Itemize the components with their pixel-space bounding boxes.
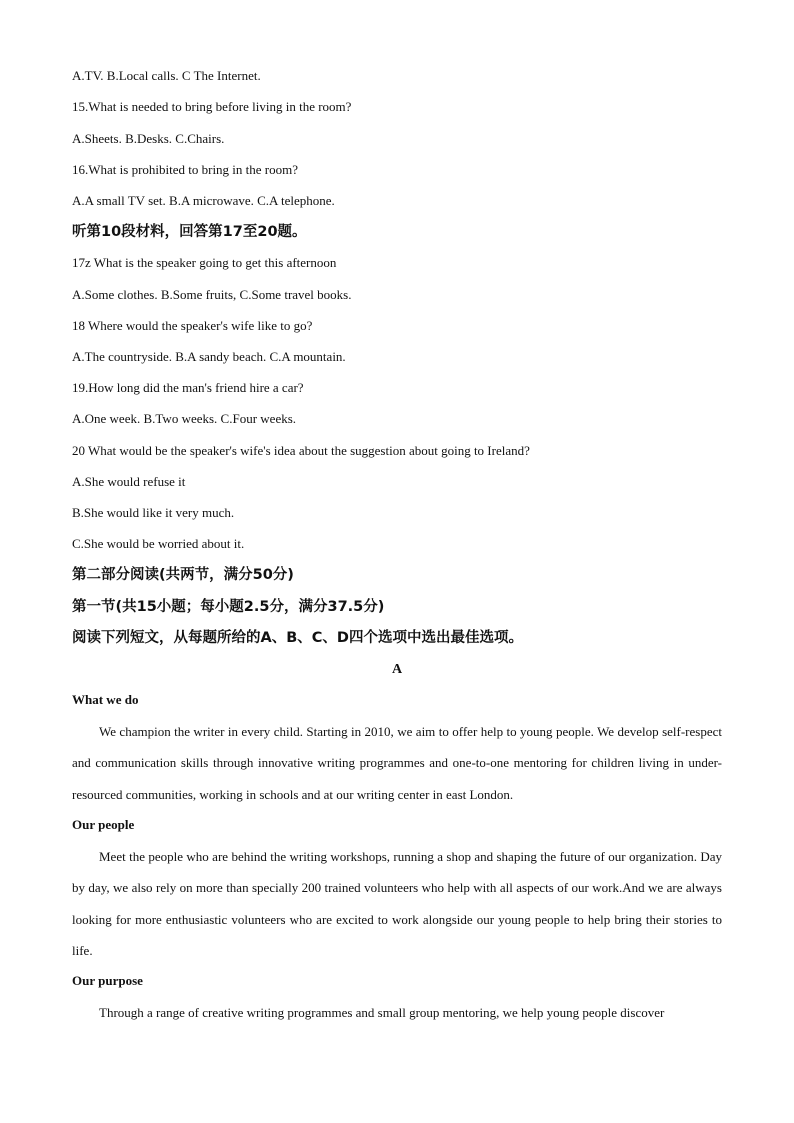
our-purpose-paragraph: Through a range of creative writing programmes and small group mentoring, we help young people discover bbox=[99, 1005, 665, 1020]
question-17: 17z What is the speaker going to get this afternoon bbox=[72, 255, 337, 270]
our-people-heading: Our people bbox=[72, 817, 135, 832]
q16-options: A.A small TV set. B.A microwave. C.A telephone. bbox=[72, 193, 335, 208]
question-18: 18 Where would the speaker's wife like to go? bbox=[72, 318, 313, 333]
q17-options: A.Some clothes. B.Some fruits, C.Some travel books. bbox=[72, 287, 352, 302]
section-10-heading: 听第10段材料，回答第17至20题。 bbox=[72, 224, 307, 240]
what-we-do-heading: What we do bbox=[72, 692, 139, 707]
reading-instruction: 阅读下列短文，从每题所给的A、B、C、D四个选项中选出最佳选项。 bbox=[72, 630, 523, 646]
passage-label: A bbox=[391, 662, 403, 677]
question-15: 15.What is needed to bring before living in the room? bbox=[72, 99, 352, 114]
our-purpose-heading: Our purpose bbox=[72, 973, 143, 988]
our-people-paragraph: Meet the people who are behind the writing workshops, running a shop and shaping the future of our organization. Day by day, we also rely on more than specially 200 trained volunteers who help with all aspects of our work.And we are always looking for more enthusiastic volunteers who are excited to work alongside our young people to help bring their stories to life. bbox=[72, 849, 722, 958]
q15-options: A.Sheets. B.Desks. C.Chairs. bbox=[72, 131, 225, 146]
q20-option-a: A.She would refuse it bbox=[72, 474, 186, 489]
q18-options: A.The countryside. B.A sandy beach. C.A mountain. bbox=[72, 349, 346, 364]
q14-options: A.TV. B.Local calls. C The Internet. bbox=[72, 68, 261, 83]
q19-options: A.One week. B.Two weeks. C.Four weeks. bbox=[72, 411, 297, 426]
question-16: 16.What is prohibited to bring in the room? bbox=[72, 162, 299, 177]
part-two-heading: 第二部分阅读(共两节，满分50分) bbox=[72, 567, 294, 583]
q20-option-c: C.She would be worried about it. bbox=[72, 536, 245, 551]
section-one-heading: 第一节(共15小题；每小题2.5分，满分37.5分) bbox=[72, 599, 385, 615]
question-19: 19.How long did the man's friend hire a car? bbox=[72, 380, 304, 395]
question-20: 20 What would be the speaker's wife's idea about the suggestion about going to Ireland? bbox=[72, 443, 530, 458]
q20-option-b: B.She would like it very much. bbox=[72, 505, 235, 520]
what-we-do-paragraph: We champion the writer in every child. Starting in 2010, we aim to offer help to young people. We develop self-respect and communication skills through innovative writing programmes and one-to-one mentoring for children living in under-resourced communities, working in schools and at our writing center in east London. bbox=[72, 724, 722, 802]
